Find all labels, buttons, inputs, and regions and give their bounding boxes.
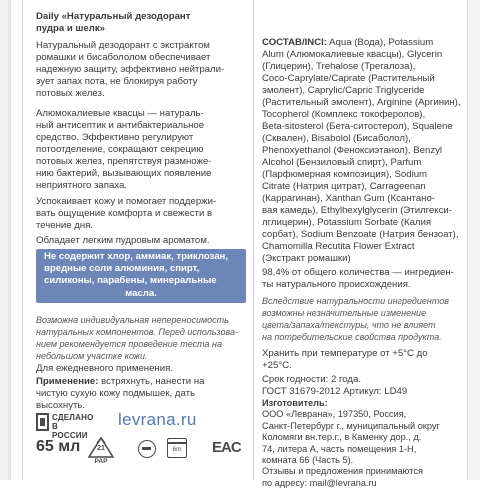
composition-line: Coco-Caprylate/Caprate (Растительный [262, 73, 435, 84]
composition-line: Beta-sitosterol (Бета-ситостерол), Squalene [262, 121, 453, 132]
callout-line: силиконы, парабены, минеральные [44, 275, 217, 287]
soothe-line: вать ощущение комфорта и свежести в [36, 208, 213, 219]
manufacturer-line: Коломяги вн.тер.г., в Каменку дор., д. [262, 432, 422, 443]
intro-line: ромашки и бисабололом обеспечивает [36, 52, 211, 63]
manufacturer-line: комната 66 (Часть 5). [262, 455, 354, 465]
usage-line [36, 376, 204, 388]
variation-note-line: Вследствие натуральности ингредиентов [262, 296, 449, 306]
composition-label: СОСТАВ/INCI: [262, 37, 328, 48]
manufacturer-line: 74, литера А, часть помещения 1-Н, [262, 443, 417, 454]
alum-line: Алюмокалиевые квасцы — натураль- [36, 108, 204, 119]
right-edge-fold [468, 0, 480, 480]
composition-line: вая камедь), Ethylhexylglycerin (Этилгекси- [262, 205, 452, 216]
variation-note-line: возможны незначительные изменение [262, 308, 427, 318]
callout-text [44, 251, 238, 300]
intro-line: Натуральный дезодорант с экстрактом [36, 40, 210, 51]
feedback-line: по адресу: mail@levrana.ru [262, 477, 377, 488]
russia-mark-icon [36, 413, 49, 431]
alum-line: ный антисептик и антибактериальное [36, 120, 205, 131]
daily-use-line: Для ежедневного применения. [36, 363, 173, 374]
ecology-icon [135, 437, 161, 463]
note-line: натуральных компонентов. Перед использова- [36, 327, 239, 337]
usage-line: высохнуть. [36, 400, 86, 411]
feedback-line: Отзывы и предложения принимаются [262, 466, 423, 477]
free-from-callout [36, 249, 246, 303]
alum-line: неприятного запаха. [36, 180, 127, 191]
badge-line: СДЕЛАНО [52, 413, 94, 422]
composition-line: сорбат), Sodium Benzoate (Натрия бензоат), [262, 229, 459, 240]
intro-line: потовых желез. [36, 88, 105, 99]
period-after-opening-icon [165, 436, 191, 462]
fold-line [8, 0, 10, 480]
composition-line: (Глицерин), Trehalose (Трегалоза), [262, 61, 416, 72]
website-link[interactable]: levrana.ru [118, 410, 197, 429]
alum-line: средство. Эффективно регулируют [36, 132, 194, 143]
recycle-label: PAP [94, 458, 108, 465]
badge-line: В РОССИИ [52, 422, 88, 440]
alum-line: потовых желез, препятствуя размноже- [36, 156, 212, 167]
shelf-life-line: Срок годности: 2 года. [262, 374, 362, 385]
storage-line: +25°С. [262, 360, 292, 371]
composition-line: Tocopherol (Комплекс токоферолов), [262, 109, 426, 120]
composition-line: (Экстракт ромашки) [262, 253, 351, 264]
composition-line: Alcohol (Бензиловый спирт), Parfum [262, 157, 422, 168]
made-in-russia-badge [36, 412, 94, 440]
manufacturer-line: ООО «Леврана», 197350, Россия, [262, 409, 407, 420]
composition-line: (Растительный эмолент), Arginine (Аргинин), [262, 97, 461, 108]
composition-line: Citrate (Натрия цитрат), Carrageenan [262, 181, 426, 192]
composition-line: лглицерин), Potassium Sorbate (Калия [262, 217, 432, 228]
composition-line: (Каррагинан), Xanthan Gum (Ксантано- [262, 193, 435, 204]
composition-line: Alum (Алюмокалиевые квасцы), Glycerin [262, 49, 443, 60]
variation-note-line: цвета/запаха/текстуры, что не влияет [262, 320, 436, 330]
pao-label: 6m [172, 446, 182, 453]
soothe-line: Успокаивает кожу и помогает поддержи- [36, 196, 217, 207]
variation-note-line: на потребительские свойства продукта. [262, 332, 442, 342]
composition-line [262, 37, 433, 49]
composition-line: Phenoxyethanol (Феноксиэтанол), Benzyl [262, 145, 443, 156]
storage-line: Хранить при температуре от +5°С до [262, 348, 428, 359]
eac-mark: EAC [212, 439, 241, 456]
recycle-icon [88, 437, 114, 467]
composition-line: (Сквален), Bisabolol (Бисаболол), [262, 133, 411, 144]
natural-share-line: ты натурального происхождения. [262, 279, 411, 290]
usage-line: чистую сухую кожу подмышек, дать [36, 388, 195, 399]
note-line: нием рекомендуется проведение теста на [36, 339, 222, 349]
callout-line: Не содержит хлор, аммиак, триклозан, [44, 251, 228, 262]
callout-line: вредные соли алюминия, спирт, [44, 263, 200, 275]
manufacturer-label: Изготовитель: [262, 398, 328, 408]
soothe-line: течение дня. [36, 220, 94, 231]
volume-label: 65 мл [36, 438, 81, 455]
composition-line: эмолент), Caprylic/Capric Triglyceride [262, 85, 425, 96]
gost-article-line: ГОСТ 31679-2012 Артикул: LD49 [262, 386, 408, 397]
composition-line: Chamomilla Recutita Flower Extract [262, 241, 415, 252]
note-line: небольшом участке кожи. [36, 351, 148, 361]
manufacturer-line: Санкт-Петербург г., муниципальный округ [262, 420, 440, 431]
natural-share-line: 98,4% от общего количества — ингредиен- [262, 267, 454, 278]
product-title-line-1: Daily «Натуральный дезодорант [36, 11, 191, 22]
intro-line: зует запах пота, не блокируя работу [36, 76, 198, 87]
intro-line: надежную защиту, эффективно нейтрали- [36, 64, 225, 75]
callout-line: масла. [125, 287, 157, 299]
composition-text: Aqua (Вода), Potassium [329, 37, 434, 48]
aroma-line: Обладает легким пудровым ароматом. [36, 235, 210, 246]
recycle-number: 21 [97, 445, 105, 452]
alum-line: потоотделение, сокращают секрецию [36, 144, 204, 155]
alum-line: нию бактерий, вызывающих появление [36, 168, 212, 179]
composition-line: (Парфюмерная композиция), Sodium [262, 169, 428, 180]
note-line: Возможна индивидуальная непереносимость [36, 315, 229, 325]
product-title-line-2: пудра и шелк» [36, 23, 105, 34]
usage-text: встряхнуть, нанести на [101, 376, 205, 387]
usage-label: Применение: [36, 376, 99, 387]
